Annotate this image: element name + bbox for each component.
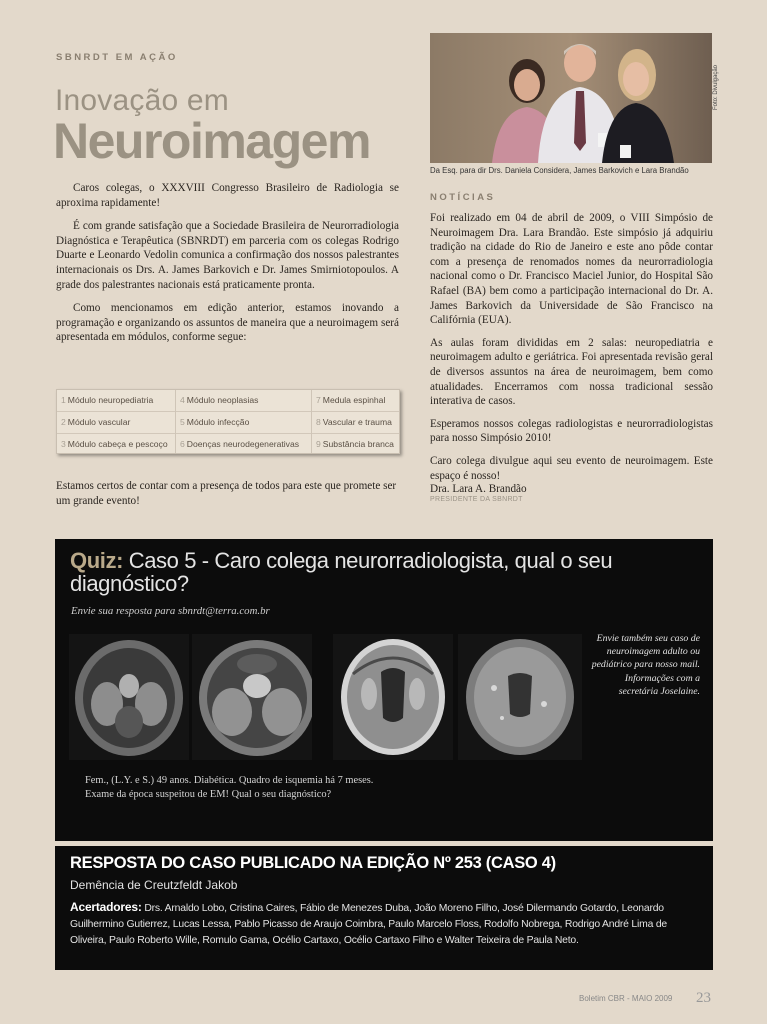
module-column <box>57 390 176 453</box>
event-photo <box>430 33 712 163</box>
quiz-title: Quiz: Caso 5 - Caro colega neurorradiologista, qual o seu diagnóstico? <box>70 548 613 596</box>
signer-name: Dra. Lara A. Brandão <box>430 483 527 495</box>
news-paragraph: Caro colega divulgue aqui seu evento de neuroimagem. Este espaço é nosso! <box>430 454 713 482</box>
intro-text <box>56 181 399 354</box>
news-paragraph: As aulas foram divididas em 2 salas: neuropediatria e neuroimagem adulto e geriátrica. Foi apresentada revisão geral de diversos assuntos na área de neuroimagem, bem como atualidades. Encerramos com nossa tradicional sessão interativa de casos. <box>430 336 713 408</box>
article-title-line1: Inovação em <box>55 84 229 117</box>
news-text <box>430 211 713 491</box>
quiz-side-note: Envie também seu caso de neuroimagem adulto ou pediátrico para nosso mail. Informações com a secretária Joselaine. <box>591 633 700 697</box>
quiz-case-description: Fem., (L.Y. e S.) 49 anos. Diabética. Quadro de isquemia há 7 meses. Exame da época suspeitou de EM! Qual o seu diagnóstico? <box>85 775 374 800</box>
answer-diagnosis: Demência de Creutzfeldt Jakob <box>70 878 238 892</box>
photo-credit: Foto: Divulgação <box>713 64 719 110</box>
module-item: 3 Módulo cabeça e pescoço <box>57 433 175 455</box>
intro-paragraph: É com grande satisfação que a Sociedade Brasileira de Neurorradiologia Diagnóstica e Terapêutica (SBNRDT) em parceria com os colegas Rodrigo Duarte e Leonardo Vedolin comunica a confirmação dos nossos palestrantes internacionais os Drs. A. James Barkovich e Dr. James Smirniotopoulos. A grade dos palestrantes nacionais está praticamente pronta. <box>56 220 399 291</box>
quiz-email: Envie sua resposta para sbnrdt@terra.com.br <box>71 605 270 617</box>
module-item: 9 Substância branca <box>312 433 399 455</box>
answer-winners: Acertadores: Drs. Arnaldo Lobo, Cristina Caires, Fábio de Menezes Duba, João Moreno Filho, José Dilermando Gotardo, Leonardo Guilhermino Gutierrez, Lucas Lessa, Pablo Picasso de Araujo Coimbra, Paulo Marcelo Floss, Rodolfo Nobrega, Rodrigo André Lima de Oliveira, Paulo Roberto Wille, Romulo Gama, Océlio Cartaxo, Océlio Cartaxo Filho e Walter Teixeira de Paula Neto. <box>70 900 668 947</box>
intro-paragraph: Como mencionamos em edição anterior, estamos inovando a programação e organizando os assuntos de maneira que a neuroimagem será apresentada em módulos, conforme segue: <box>56 302 399 344</box>
photo-caption: Da Esq. para dir Drs. Daniela Considera, James Barkovich e Lara Brandão <box>430 166 689 175</box>
news-paragraph: Esperamos nossos colegas radiologistas e neurorradiologistas para nosso Simpósio 2010! <box>430 417 713 445</box>
mri-scan-image <box>192 634 312 760</box>
module-column <box>176 390 312 453</box>
module-item: 6 Doenças neurodegenerativas <box>176 433 311 455</box>
news-paragraph: Foi realizado em 04 de abril de 2009, o VIII Simpósio de Neuroimagem Dra. Lara Brandão. Este simpósio já adquiriu tradição na cidade do Rio de Janeiro e este ano pôde contar com a presença de renomados nomes da neurorradiologia nacional como o Dr. Francisco Maciel Junior, do Hospital São Rafael (BA) bem como a participação internacional do Dr. A. James Barkovich da Universidade de São Francisco na Califórnia (EUA). <box>430 212 713 327</box>
people-photo-illustration <box>430 33 712 163</box>
closing-text: Estamos certos de contar com a presença de todos para este que promete ser um grande evento! <box>56 480 397 507</box>
module-table <box>56 389 400 454</box>
module-column <box>312 390 399 453</box>
answer-title: RESPOSTA DO CASO PUBLICADO NA EDIÇÃO Nº 253 (CASO 4) <box>70 854 556 872</box>
module-item: 5 Módulo infecção <box>176 411 311 433</box>
module-item: 1 Módulo neuropediatria <box>61 395 154 405</box>
mri-scan-image <box>69 634 189 760</box>
intro-paragraph: Caros colegas, o XXXVIII Congresso Brasileiro de Radiologia se aproxima rapidamente! <box>56 182 399 209</box>
module-item: 8 Vascular e trauma <box>312 411 399 433</box>
page-number: 23 <box>696 990 711 1006</box>
article-title-line2: Neuroimagem <box>53 113 370 169</box>
module-item: 7 Medula espinhal <box>316 395 386 405</box>
module-item: 4 Módulo neoplasias <box>180 395 259 405</box>
news-tag: NOTÍCIAS <box>430 192 496 203</box>
signer-role: PRESIDENTE DA SBNRDT <box>430 496 523 503</box>
module-item: 2 Módulo vascular <box>57 411 175 433</box>
section-tag: SBNRDT EM AÇÃO <box>56 52 178 63</box>
mri-scan-image <box>458 634 582 760</box>
publication-footer: Boletim CBR - MAIO 2009 <box>579 994 673 1003</box>
mri-scan-image <box>333 634 453 760</box>
